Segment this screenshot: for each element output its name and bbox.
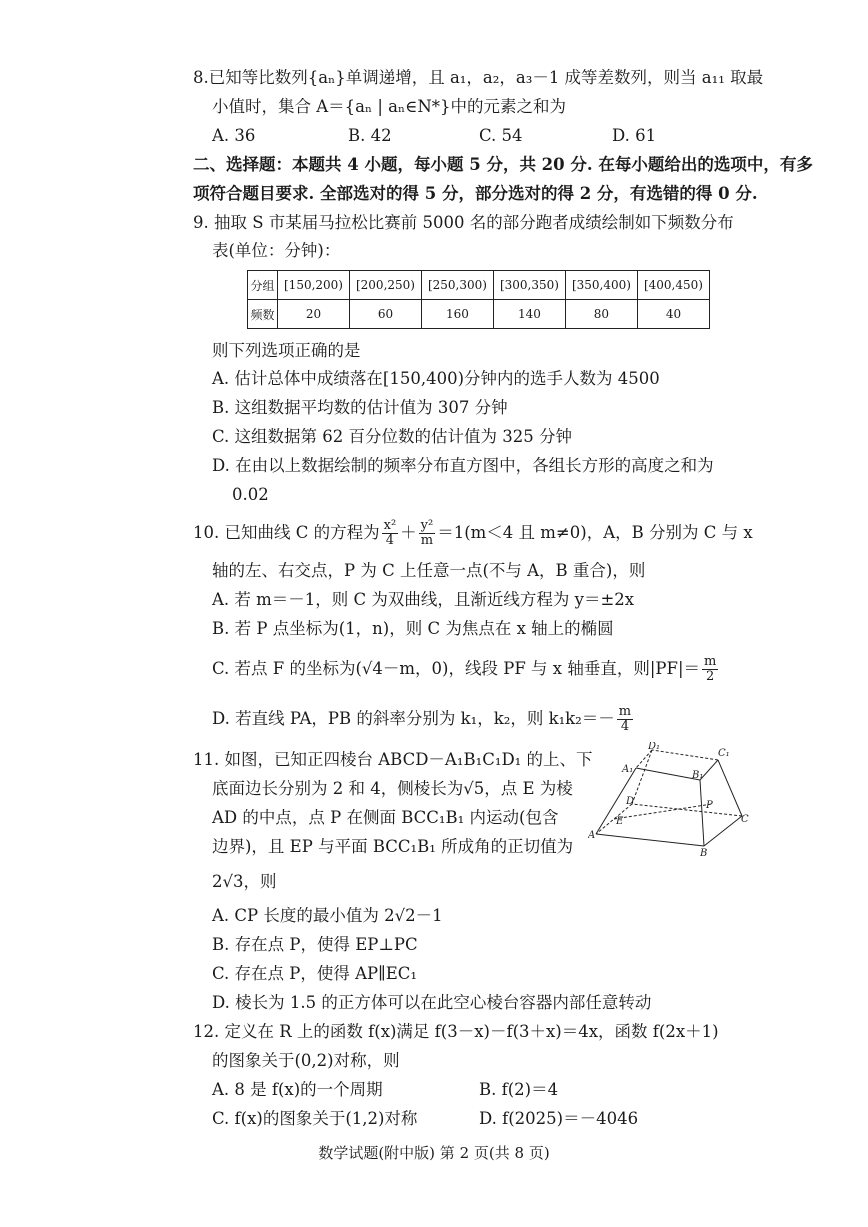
q9-option-a: A. 估计总体中成绩落在[150,400)分钟内的选手人数为 4500 [212,369,660,388]
q10-frac1 [382,519,399,548]
q10-option-b: B. 若 P 点坐标为(1，n)，则 C 为焦点在 x 轴上的椭圆 [212,619,614,638]
table-cell: 40 [637,300,709,329]
q9-option-d-cont: 0.02 [232,485,269,504]
q8-option-d: D. 61 [612,126,657,145]
q12-line2: 的图象关于(0,2)对称，则 [212,1051,400,1070]
label-d1: D₁ [648,742,661,752]
q11-option-b: B. 存在点 P，使得 EP⊥PC [212,935,418,954]
q8-line1: 8.已知等比数列{aₙ}单调递增，且 a₁，a₂，a₃－1 成等差数列，则当 a₁₁ 取最 [193,68,764,87]
q12-option-d: D. f(2025)＝－4046 [479,1109,639,1128]
q11-line5: 2√3，则 [212,872,277,891]
table-cell: 60 [350,300,422,329]
q12-line1: 12. 定义在 R 上的函数 f(x)满足 f(3－x)－f(3＋x)＝4x，函数 f(2x＋1) [193,1022,719,1041]
q8-option-b: B. 42 [348,126,392,145]
label-d: D [626,796,635,807]
table-cell: 140 [493,300,565,329]
q11-option-a: A. CP 长度的最小值为 2√2－1 [212,906,443,925]
q9-option-c: C. 这组数据第 62 百分位数的估计值为 325 分钟 [212,427,572,446]
q10-option-d [212,702,635,736]
q10-option-d-num: m [618,704,632,719]
table-row [248,271,710,300]
q10-pre: 10. 已知曲线 C 的方程为 [193,523,380,542]
label-b1: B₁ [692,770,704,781]
q8-line2: 小值时，集合 A＝{aₙ | aₙ∈N*}中的元素之和为 [212,97,567,116]
table-cell: [400,450) [637,271,709,300]
q10-frac1-den: 4 [385,533,395,548]
q10-frac2 [419,519,436,548]
table-cell: 160 [421,300,493,329]
label-b: B [700,848,708,858]
section2-line1: 二、选择题：本题共 4 小题，每小题 5 分，共 20 分. 在每小题给出的选项中，有多 [193,155,813,174]
q12-option-c: C. f(x)的图象关于(1,2)对称 [212,1109,418,1128]
table-cell: [250,300) [421,271,493,300]
q10-option-c-den: 2 [706,669,715,684]
frustum-figure [588,742,750,858]
label-c1: C₁ [718,748,730,759]
q12-option-a: A. 8 是 f(x)的一个周期 [212,1080,383,1099]
table-cell: 20 [278,300,350,329]
q10-option-d-den: 4 [620,719,630,734]
table-cell: [150,200) [278,271,350,300]
q10-line2: 轴的左、右交点，P 为 C 上任意一点(不与 A，B 重合)，则 [212,561,646,580]
q10-option-c [212,652,720,686]
q9-option-b: B. 这组数据平均数的估计值为 307 分钟 [212,398,508,417]
q11-option-c: C. 存在点 P，使得 AP∥EC₁ [212,964,418,983]
table-cell: [200,250) [350,271,422,300]
q10-option-d-text: D. 若直线 PA，PB 的斜率分别为 k₁，k₂，则 k₁k₂＝－ [212,709,615,728]
q10-plus: ＋ [400,523,417,542]
q10-frac2-den: m [420,533,434,548]
table-cell: [350,400) [565,271,637,300]
label-p: P [706,800,713,811]
table-row [248,300,710,329]
q9-stem: 则下列选项正确的是 [212,341,361,360]
label-a: A [588,830,596,841]
table-count-label: 频数 [248,300,278,329]
q11-line1: 11. 如图，已知正四棱台 ABCD－A₁B₁C₁D₁ 的上、下 [193,750,593,769]
q10-option-a: A. 若 m＝－1，则 C 为双曲线，且渐近线方程为 y＝±2x [212,590,635,609]
q8-option-c: C. 54 [479,126,523,145]
frequency-table [247,270,710,329]
q10-option-d-frac [617,705,633,734]
q9-line2: 表(单位：分钟)： [212,241,341,260]
q10-option-c-num: m [704,654,717,669]
page-footer: 数学试题(附中版) 第 2 页(共 8 页) [318,1144,550,1162]
table-cell: 80 [565,300,637,329]
q10-line1 [193,516,753,550]
q11-option-d: D. 棱长为 1.5 的正方体可以在此空心棱台容器内部任意转动 [212,993,652,1012]
q10-post: ＝1(m＜4 且 m≠0)，A，B 分别为 C 与 x [437,523,753,542]
label-c: C [741,814,749,825]
table-cell: [300,350) [493,271,565,300]
q11-line4: 边界)，且 EP 与平面 BCC₁B₁ 所成角的正切值为 [212,837,574,856]
q10-option-c-frac [702,655,718,684]
q10-frac2-num: y² [420,518,434,533]
label-e: E [616,816,624,827]
table-header-label: 分组 [248,271,278,300]
q8-option-a: A. 36 [212,126,256,145]
q10-option-c-text: C. 若点 F 的坐标为(√4－m，0)，线段 PF 与 x 轴垂直，则|PF|＝ [212,659,700,678]
section2-line2: 项符合题目要求. 全部选对的得 5 分，部分选对的得 2 分，有选错的得 0 分. [193,184,758,203]
q9-line1: 9. 抽取 S 市某届马拉松比赛前 5000 名的部分跑者成绩绘制如下频数分布 [193,213,734,232]
q11-line2: 底面边长分别为 2 和 4，侧棱长为√5，点 E 为棱 [212,779,573,798]
q9-option-d: D. 在由以上数据绘制的频率分布直方图中，各组长方形的高度之和为 [212,456,714,475]
label-a1: A₁ [622,764,634,775]
q10-frac1-num: x² [383,518,397,533]
q12-option-b: B. f(2)＝4 [479,1080,559,1099]
q11-line3: AD 的中点，点 P 在侧面 BCC₁B₁ 内运动(包含 [212,808,559,827]
